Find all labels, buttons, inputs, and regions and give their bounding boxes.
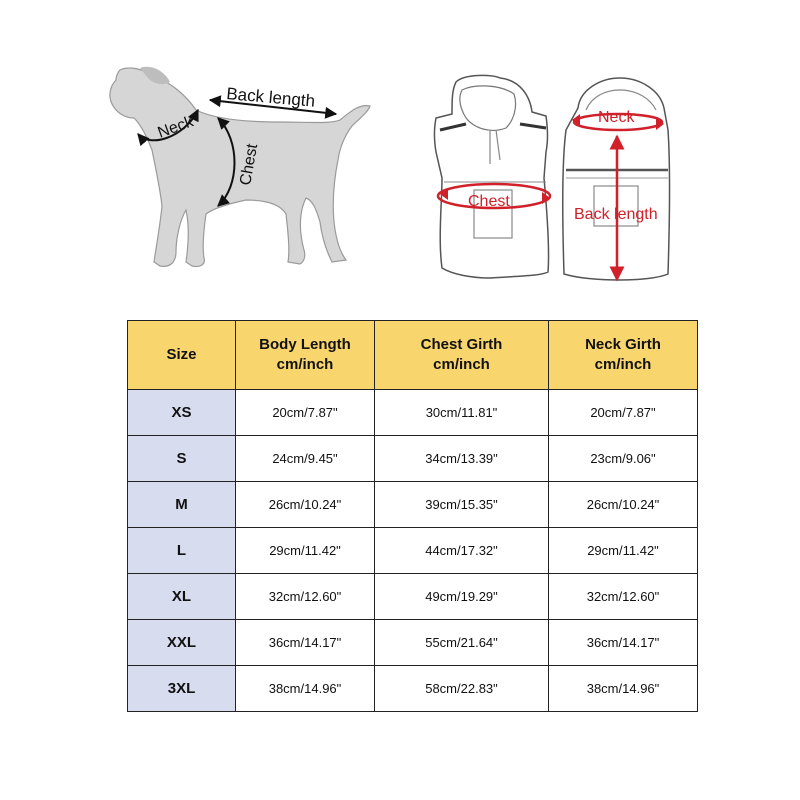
header-body-length-title: Body Length [259, 336, 351, 353]
table-row [128, 436, 698, 482]
dog-chest-label: Chest [237, 142, 262, 187]
table-row [128, 528, 698, 574]
header-size: Size [128, 321, 236, 390]
coat-back-length-label: Back length [574, 206, 658, 223]
header-chest-girth [375, 321, 549, 390]
dog-neck-label: Neck [155, 113, 196, 142]
measurement-illustration [0, 0, 800, 310]
chest-girth-cell: 55cm/21.64" [375, 620, 549, 666]
body-length-cell: 36cm/14.17" [236, 620, 375, 666]
table-row [128, 620, 698, 666]
size-cell: XXL [128, 620, 236, 666]
size-cell: XS [128, 390, 236, 436]
header-body-length-unit: cm/inch [276, 356, 334, 373]
size-cell: L [128, 528, 236, 574]
chest-girth-cell: 39cm/15.35" [375, 482, 549, 528]
body-length-cell: 32cm/12.60" [236, 574, 375, 620]
neck-girth-cell: 29cm/11.42" [549, 528, 698, 574]
table-row [128, 482, 698, 528]
neck-girth-cell: 36cm/14.17" [549, 620, 698, 666]
chest-girth-cell: 44cm/17.32" [375, 528, 549, 574]
chest-girth-cell: 30cm/11.81" [375, 390, 549, 436]
neck-girth-cell: 23cm/9.06" [549, 436, 698, 482]
size-cell: 3XL [128, 666, 236, 712]
header-neck-girth-unit: cm/inch [594, 356, 652, 373]
chest-girth-cell: 49cm/19.29" [375, 574, 549, 620]
chest-girth-cell: 34cm/13.39" [375, 436, 549, 482]
neck-girth-cell: 32cm/12.60" [549, 574, 698, 620]
chest-girth-cell: 58cm/22.83" [375, 666, 549, 712]
neck-girth-cell: 20cm/7.87" [549, 390, 698, 436]
body-length-cell: 38cm/14.96" [236, 666, 375, 712]
coat-neck-label: Neck [598, 109, 635, 126]
body-length-cell: 24cm/9.45" [236, 436, 375, 482]
size-cell: S [128, 436, 236, 482]
body-length-cell: 20cm/7.87" [236, 390, 375, 436]
header-body-length [236, 321, 375, 390]
table-row [128, 390, 698, 436]
header-chest-girth-title: Chest Girth [420, 336, 503, 353]
size-cell: XL [128, 574, 236, 620]
body-length-cell: 29cm/11.42" [236, 528, 375, 574]
size-cell: M [128, 482, 236, 528]
table-row [128, 574, 698, 620]
header-neck-girth-title: Neck Girth [585, 336, 661, 353]
table-header-row [128, 321, 698, 390]
header-neck-girth [549, 321, 698, 390]
size-chart-table [127, 320, 698, 712]
dog-back-length-label: Back length [225, 84, 316, 111]
neck-girth-cell: 26cm/10.24" [549, 482, 698, 528]
body-length-cell: 26cm/10.24" [236, 482, 375, 528]
neck-girth-cell: 38cm/14.96" [549, 666, 698, 712]
coat-chest-label: Chest [468, 193, 510, 210]
table-row [128, 666, 698, 712]
header-chest-girth-unit: cm/inch [433, 356, 490, 373]
coat-front-view [435, 75, 549, 278]
